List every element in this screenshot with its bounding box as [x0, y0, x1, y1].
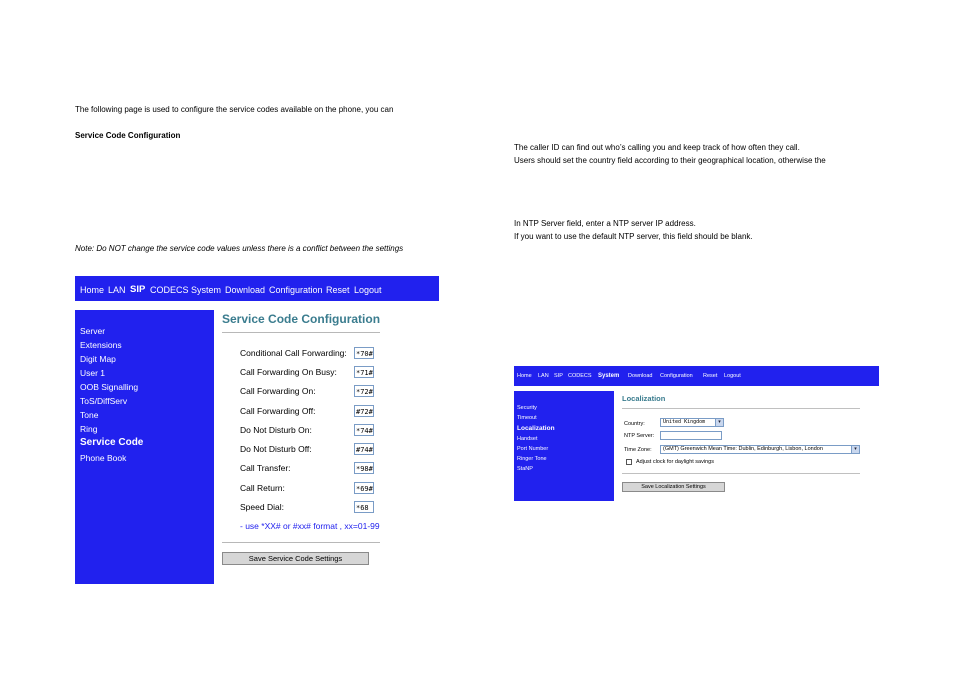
nav-system[interactable]: System [598, 373, 620, 379]
sidebar [514, 391, 614, 501]
do-not-disturb-off-input[interactable]: #74# [354, 443, 374, 455]
nav-reset[interactable]: Reset [326, 285, 350, 295]
country-instruction-text: Users should set the country field according to their geographical location, otherwise the [514, 156, 826, 165]
do-not-disturb-on-input[interactable]: *74# [354, 424, 374, 436]
nav-configuration[interactable]: Configuration [660, 373, 693, 379]
label-call-return: Call Return: [240, 483, 285, 493]
chevron-down-icon: ▾ [715, 419, 723, 426]
page-title: Localization [622, 394, 666, 403]
daylight-savings-checkbox[interactable] [626, 459, 632, 465]
sidebar-item-ringer-tone[interactable]: Ringer Tone [517, 456, 547, 462]
service-code-screenshot [75, 276, 439, 584]
chevron-down-icon: ▾ [851, 446, 859, 453]
caller-id-text: The caller ID can find out who’s calling you and keep track of how often they call. [514, 143, 800, 152]
nav-logout[interactable]: Logout [354, 285, 382, 295]
nav-download[interactable]: Download [628, 373, 653, 379]
label-conditional-call-forwarding: Conditional Call Forwarding: [240, 348, 347, 358]
call-forwarding-on-busy-input[interactable]: *71# [354, 366, 374, 378]
time-zone-selected-value: (GMT) Greenwich Mean Time: Dublin, Edinburgh, Lisbon, London [663, 446, 823, 452]
speed-dial-input[interactable]: *68 [354, 501, 374, 513]
sidebar-item-stanp[interactable]: StaNP [517, 466, 533, 472]
nav-system[interactable]: System [191, 285, 222, 295]
time-zone-select[interactable] [660, 445, 860, 454]
label-do-not-disturb-on: Do Not Disturb On: [240, 425, 312, 435]
daylight-savings-label: Adjust clock for daylight savings [636, 459, 714, 465]
ntp-server-input[interactable] [660, 431, 722, 440]
label-do-not-disturb-off: Do Not Disturb Off: [240, 444, 312, 454]
conditional-call-forwarding-input[interactable]: *70# [354, 347, 374, 359]
nav-home[interactable]: Home [80, 285, 105, 295]
top-nav-bar [514, 366, 879, 386]
sidebar-item-phone-book[interactable]: Phone Book [80, 453, 127, 463]
nav-home[interactable]: Home [517, 373, 532, 379]
country-label: Country: [624, 421, 645, 427]
nav-codecs[interactable]: CODECS [150, 285, 189, 295]
ntp-server-label: NTP Server: [624, 433, 655, 439]
label-call-forwarding-on-busy: Call Forwarding On Busy: [240, 367, 337, 377]
nav-download[interactable]: Download [225, 285, 266, 295]
save-service-code-button[interactable]: Save Service Code Settings [222, 552, 369, 565]
sidebar-item-port-number[interactable]: Port Number [517, 446, 549, 452]
nav-logout[interactable]: Logout [724, 373, 741, 379]
title-divider [622, 408, 860, 409]
nav-configuration[interactable]: Configuration [269, 285, 323, 295]
label-call-forwarding-off: Call Forwarding Off: [240, 406, 316, 416]
sidebar-item-tone[interactable]: Tone [80, 410, 99, 420]
call-forwarding-off-input[interactable]: #72# [354, 405, 374, 417]
localization-screenshot [514, 366, 879, 501]
label-call-transfer: Call Transfer: [240, 463, 291, 473]
title-divider [222, 332, 380, 333]
section-heading: Service Code Configuration [75, 131, 181, 140]
label-call-forwarding-on: Call Forwarding On: [240, 386, 316, 396]
country-select[interactable] [660, 418, 724, 427]
country-selected-value: United Kingdom [663, 419, 706, 425]
call-return-input[interactable]: *69# [354, 482, 374, 494]
sidebar-item-localization[interactable]: Localization [517, 425, 555, 432]
nav-lan[interactable]: LAN [108, 285, 126, 295]
nav-codecs[interactable]: CODECS [568, 373, 592, 379]
top-nav-bar [75, 276, 439, 301]
ntp-instruction-text: In NTP Server field, enter a NTP server IP address. [514, 219, 696, 228]
sidebar-item-service-code[interactable]: Service Code [80, 437, 144, 448]
label-speed-dial: Speed Dial: [240, 502, 284, 512]
sidebar-item-server[interactable]: Server [80, 326, 106, 336]
ntp-default-text: If you want to use the default NTP server, this field should be blank. [514, 232, 753, 241]
save-localization-button[interactable]: Save Localization Settings [622, 482, 725, 492]
bottom-divider [622, 473, 860, 474]
sidebar-item-user-1[interactable]: User 1 [80, 368, 106, 378]
sidebar [75, 310, 214, 584]
sidebar-item-security[interactable]: Security [517, 405, 537, 411]
sidebar-item-tos-diffserv[interactable]: ToS/DiffServ [80, 396, 128, 406]
sidebar-item-extensions[interactable]: Extensions [80, 340, 122, 350]
page-title: Service Code Configuration [222, 312, 381, 326]
time-zone-label: Time Zone: [624, 447, 652, 453]
sidebar-item-timeout[interactable]: Timeout [517, 415, 537, 421]
sidebar-item-digit-map[interactable]: Digit Map [80, 354, 116, 364]
sidebar-item-ring[interactable]: Ring [80, 424, 98, 434]
nav-reset[interactable]: Reset [703, 373, 718, 379]
format-hint: - use *XX# or #xx# format , xx=01-99 [240, 521, 380, 531]
call-forwarding-on-input[interactable]: *72# [354, 385, 374, 397]
nav-sip[interactable]: SIP [554, 373, 563, 379]
warning-note: Note: Do NOT change the service code values unless there is a conflict between the settings [75, 244, 404, 253]
bottom-divider [222, 542, 380, 543]
call-transfer-input[interactable]: *98# [354, 462, 374, 474]
intro-paragraph: The following page is used to configure the service codes available on the phone, you can [75, 105, 394, 114]
sidebar-item-oob-signalling[interactable]: OOB Signalling [80, 382, 139, 392]
nav-lan[interactable]: LAN [538, 373, 549, 379]
sidebar-item-handset[interactable]: Handset [517, 436, 538, 442]
nav-sip[interactable]: SIP [130, 284, 146, 295]
